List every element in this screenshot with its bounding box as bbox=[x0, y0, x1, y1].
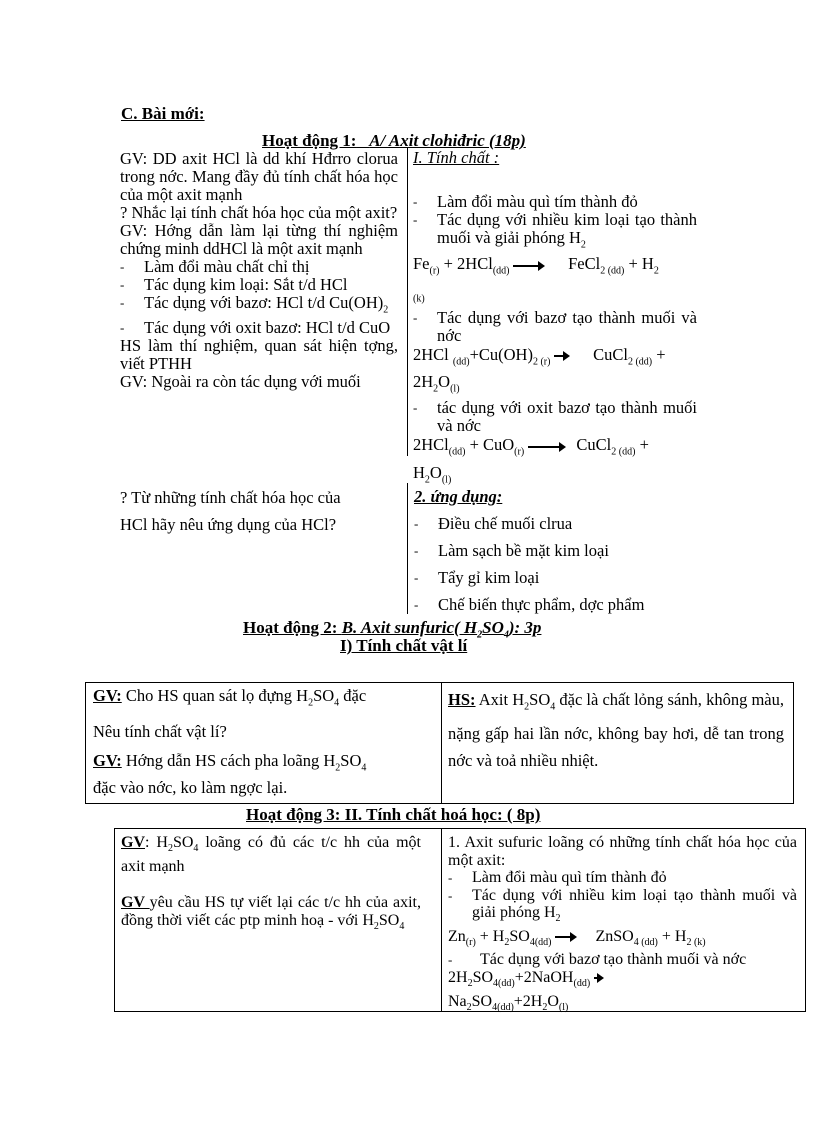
activity-1-label: Hoạt động 1: bbox=[262, 131, 357, 150]
teacher-note: GV: Hớng dẫn làm lại từng thí nghiệm chứng minh ddHCl là một axit mạnh bbox=[120, 221, 398, 258]
question: ? Nhắc lại tính chất hóa học của một axit? bbox=[120, 203, 398, 222]
activity-2-heading: Hoạt động 2: B. Axit sunfuric( $H_2SO_4$): 3p bbox=[243, 618, 542, 641]
list-item: - Tác dụng kim loại: Sắt t/d HCl bbox=[120, 275, 348, 294]
activity-1-left-column bbox=[120, 149, 398, 392]
activity-1-right-column bbox=[413, 149, 697, 490]
equation-fe-hcl: $Fe_{(r)} + 2HCl_{(dd)}$ FeCl$_{2 (dd)}$ + $H_2$ $_{(k)}$ bbox=[413, 254, 659, 304]
list-item: - Tác dụng với oxit bazơ: HCl t/d CuO bbox=[120, 318, 391, 338]
properties-heading: I. Tính chất : bbox=[413, 148, 500, 167]
activity-3-answer-cell: 1. Axit sufuric loãng có những tính chất hóa học của một axit: - Làm đổi màu quì tím thành đỏ - Tác dụng với nhiều kim loại tạo thành muối và giải phóng $H_2$ $Zn_{(r)} + H_2SO_{4(dd)}$ ZnSO$_{4 (dd)}$ + $H_{2 (k)}$ - Tác dụng với bazơ tạo thành muối và nớc $2H_2SO_{4(dd)}+2NaOH_{(dd)}$ $Na_2SO_{4(dd)}+2H_2O_{(l)}$ bbox=[448, 834, 797, 1013]
column-divider bbox=[407, 148, 408, 456]
equation-h2so4-naoh: $2H_2SO_{4(dd)}+2NaOH_{(dd)}$ bbox=[448, 969, 797, 993]
activity-3-teacher-cell: GV: $H_2SO_4$ loãng có đủ các t/c hh của một axit mạnh GV yêu cầu HS tự viết lại các t/c hh của axit, đồng thời viết các ptp minh hoạ - với $H_2SO_4$ bbox=[121, 834, 422, 933]
teacher-note: GV: DD axit HCl là dd khí Hđrro clorua trong nớc. Mang đầy đủ tính chất hóa học của một axit mạnh bbox=[120, 149, 398, 204]
question-line: ? Từ những tính chất hóa học của bbox=[120, 488, 341, 507]
list-item: - Tẩy gỉ kim loại bbox=[414, 568, 540, 587]
list-item: - Làm đổi màu quì tím thành đỏ bbox=[413, 192, 638, 211]
list-item: - Làm đổi màu quì tím thành đỏ bbox=[448, 869, 667, 886]
table-divider bbox=[441, 682, 442, 804]
list-item: - Tác dụng với bazơ tạo thành muối và nớc bbox=[448, 951, 747, 969]
applications-question bbox=[120, 484, 405, 538]
reaction-arrow-icon bbox=[594, 977, 602, 979]
equation-hcl-cuo: 2HCl$_{(dd)}$ + CuO$_{(r)}$ CuCl$_{2 (dd)}$ + $H_2O_{(l)}$ bbox=[413, 435, 649, 486]
activity-1-topic: A/ Axit clohiđric (18p) bbox=[369, 131, 526, 150]
section-title: C. Bài mới: bbox=[121, 104, 205, 123]
equation-zn-h2so4: $Zn_{(r)} + H_2SO_{4(dd)}$ ZnSO$_{4 (dd)}$ + $H_{2 (k)}$ bbox=[448, 927, 706, 948]
list-item: - Làm sạch bề mặt kim loại bbox=[414, 541, 609, 560]
reaction-arrow-icon bbox=[555, 936, 575, 938]
column-divider bbox=[407, 483, 408, 614]
student-activity: HS làm thí nghiệm, quan sát hiện tợng, viết PTHH bbox=[120, 336, 398, 374]
equation-products: $Na_2SO_{4(dd)}+2H_2O_{(l)}$ bbox=[448, 992, 569, 1013]
activity-3-heading: Hoạt động 3: II. Tính chất hoá học: ( 8p) bbox=[246, 805, 541, 824]
list-item: - Tác dụng với nhiều kim loại tạo thành muối và giải phóng $H_2$ bbox=[413, 210, 697, 251]
reaction-arrow-icon bbox=[513, 265, 543, 267]
list-item: - Chế biến thực phẩm, dợc phẩm bbox=[414, 595, 645, 614]
applications-heading: 2. ứng dụng: bbox=[414, 487, 503, 506]
list-item: - Làm đổi màu chất chỉ thị bbox=[120, 257, 310, 276]
list-item: - Tác dụng với bazơ: HCl t/d $Cu(OH)_2$ bbox=[120, 293, 389, 316]
teacher-note: GV: Ngoài ra còn tác dụng với muối bbox=[120, 372, 361, 392]
list-item: - Tác dụng với nhiều kim loại tạo thành muối và giải phóng $H_2$ bbox=[448, 886, 797, 925]
question-line: HCl hãy nêu ứng dụng của HCl? bbox=[120, 515, 337, 534]
activity-2-teacher-cell: GV: Cho HS quan sát lọ đựng $H_2SO_4$ đặc Nêu tính chất vật lí? GV: Hớng dẫn HS cách pha loãng $H_2SO_4$ đặc vào nớc, ko làm ngợc lại. bbox=[93, 686, 367, 797]
list-item: - tác dụng với oxit bazơ tạo thành muối và nớc bbox=[413, 398, 697, 436]
reaction-arrow-icon bbox=[554, 355, 568, 357]
list-item: - Tác dụng với bazơ tạo thành muối và nớc bbox=[413, 307, 697, 345]
activity-2-student-cell: HS: Axit $H_2SO_4$ đặc là chất lỏng sánh, không màu, nặng gấp hai lần nớc, không bay hơi, dễ tan trong nớc và toả nhiều nhiệt. bbox=[448, 690, 784, 771]
reaction-arrow-icon bbox=[528, 446, 564, 448]
equation-hcl-cuoh2: 2HCl $_{(dd)}+Cu(OH)_{2 (r)}$ CuCl$_{2 (dd)}$ + $2H_2O_{(l)}$ bbox=[413, 344, 666, 395]
list-item: - Điều chế muối clrua bbox=[414, 514, 573, 533]
applications-list bbox=[414, 483, 704, 618]
physical-properties-heading: I) Tính chất vật lí bbox=[340, 636, 468, 655]
table-divider bbox=[441, 828, 442, 1012]
